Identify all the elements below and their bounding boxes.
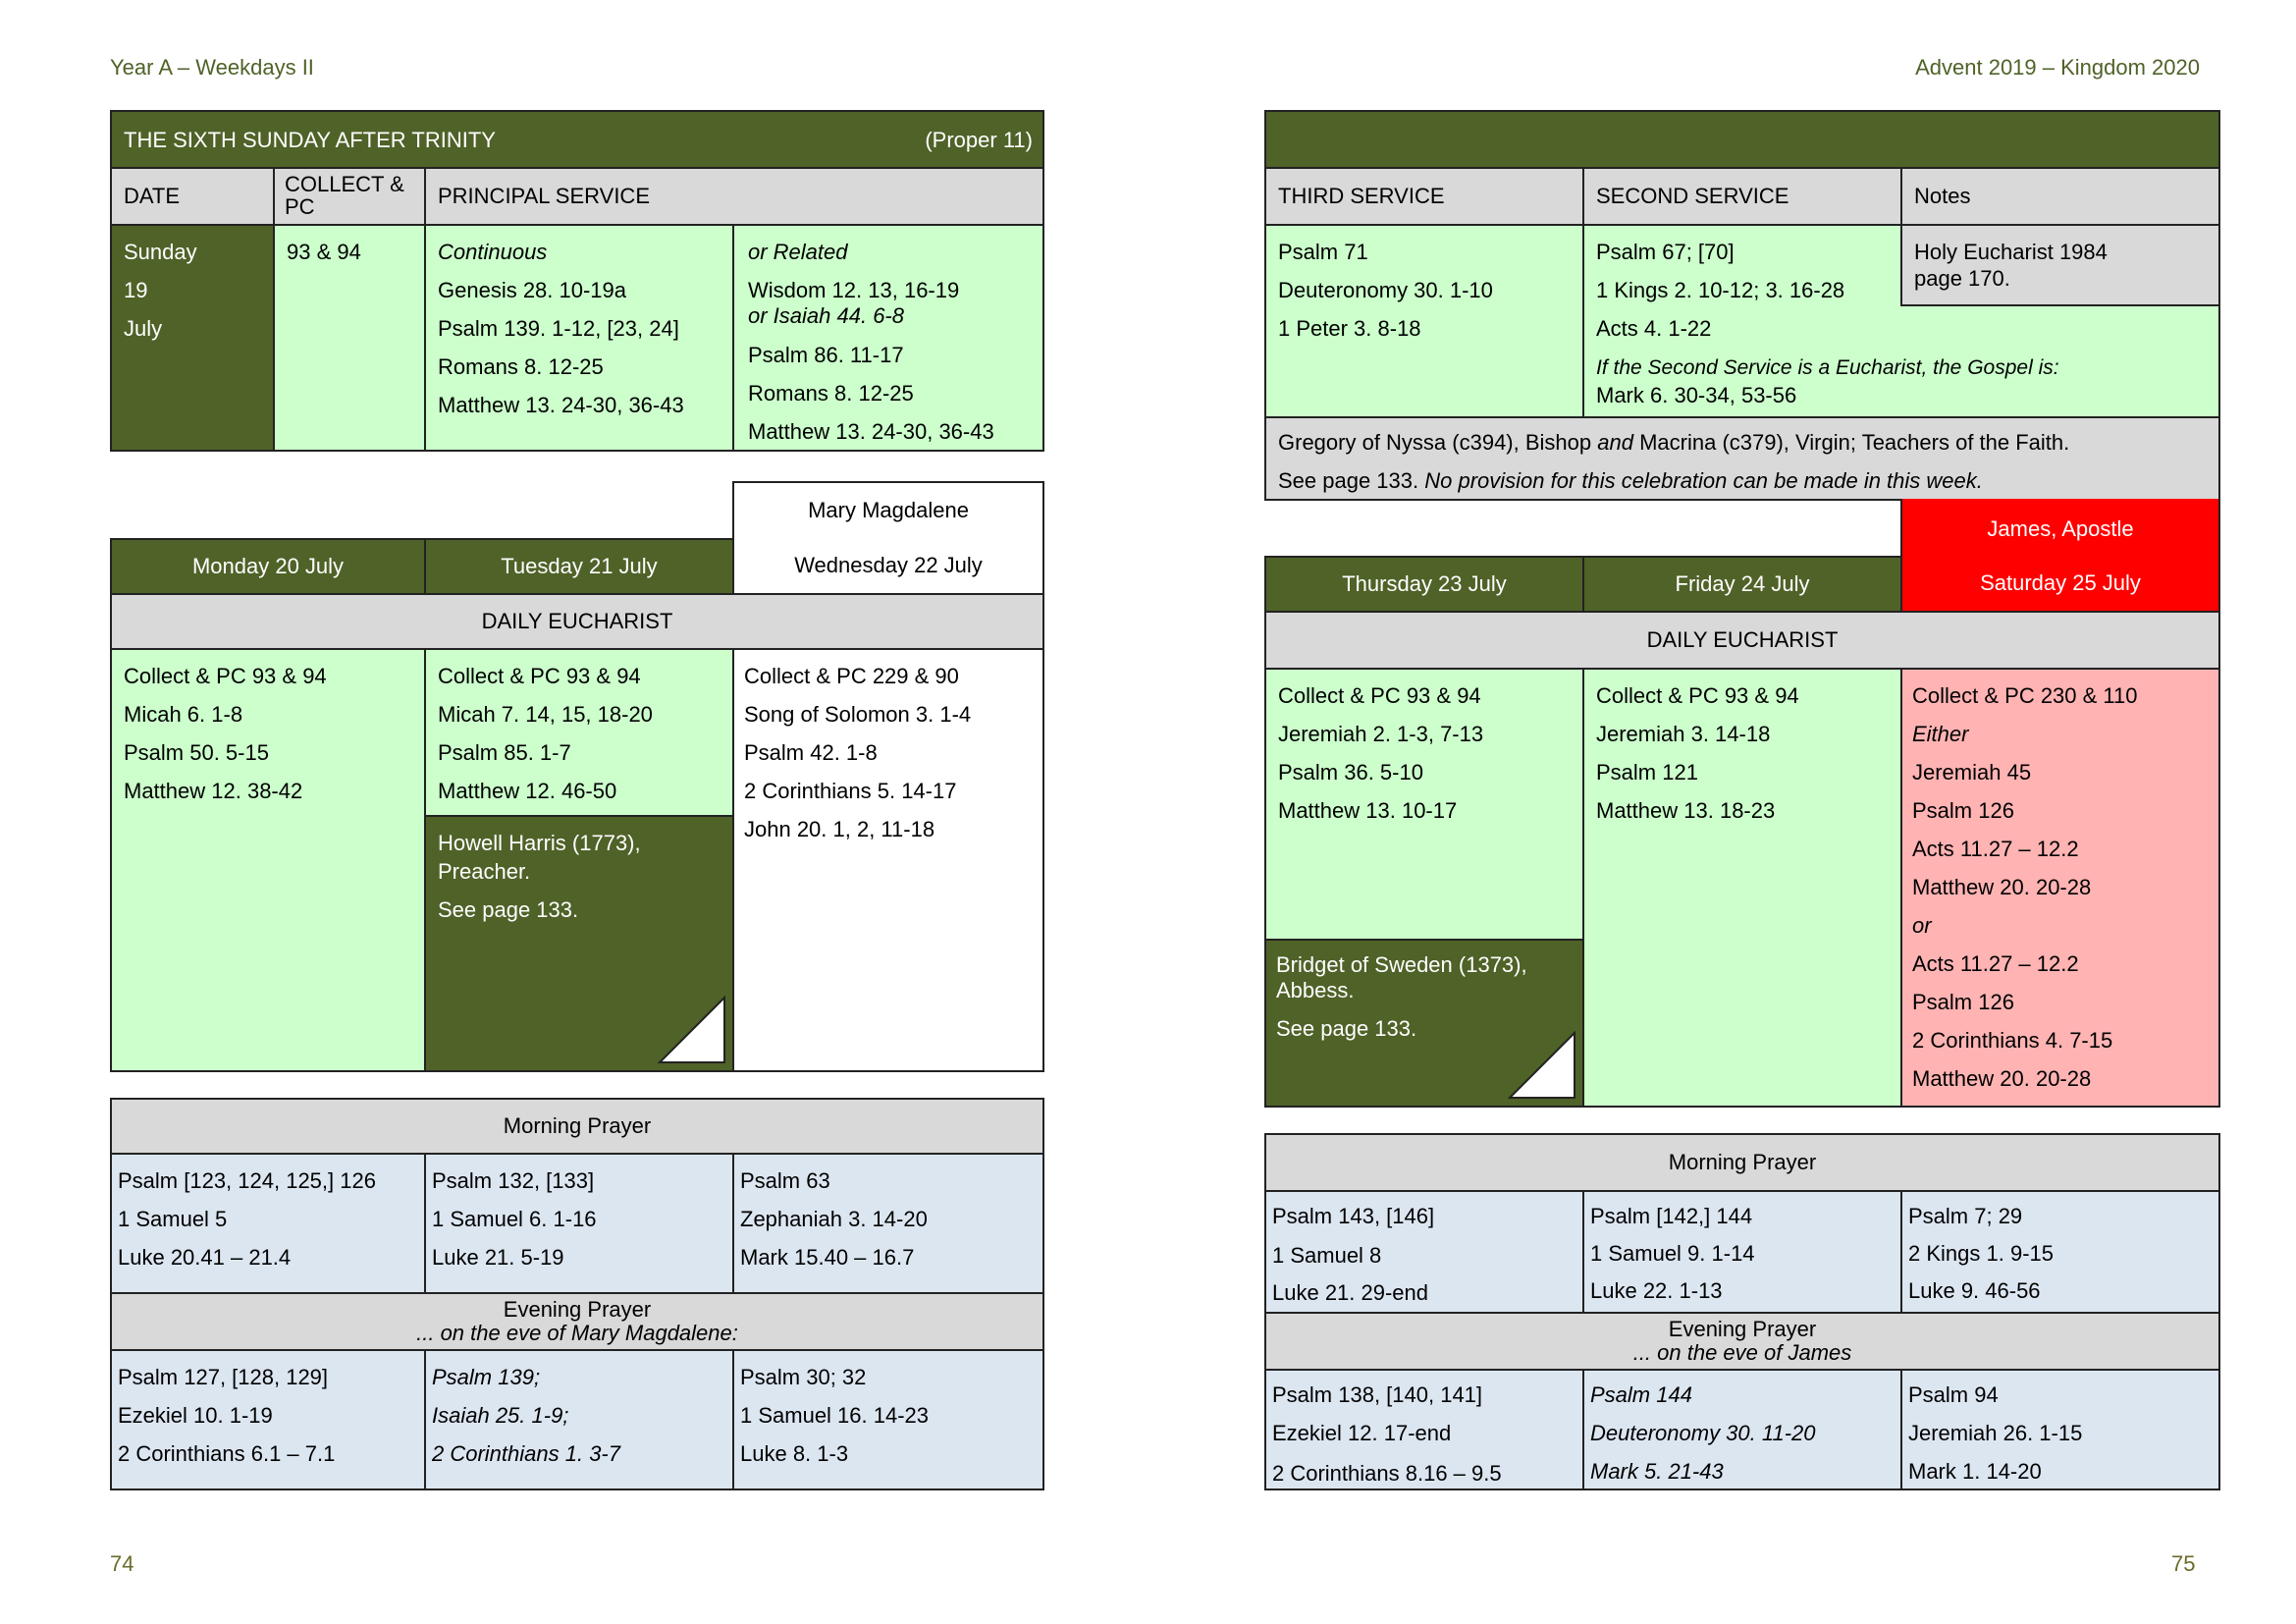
reading: Luke 21. 5-19: [432, 1245, 564, 1270]
reading: 1 Samuel 9. 1-14: [1590, 1241, 1755, 1266]
commemoration-text: Gregory of Nyssa (c394), Bishop: [1278, 430, 1598, 455]
reading: 1 Samuel 16. 14-23: [740, 1403, 930, 1428]
reading: Acts 11.27 – 12.2: [1912, 837, 2079, 861]
morning-prayer-wednesday: [732, 1153, 1044, 1294]
reading: John 20. 1, 2, 11-18: [744, 817, 935, 841]
reading: Jeremiah 45: [1912, 760, 2032, 785]
principal-service-cell: [424, 224, 1044, 452]
reading: Romans 8. 12-25: [438, 354, 604, 379]
col-second-header: SECOND SERVICE: [1582, 167, 1902, 226]
reading: Psalm 63: [740, 1168, 830, 1193]
daily-eucharist-header: DAILY EUCHARIST: [110, 593, 1044, 650]
reading: Collect & PC 230 & 110: [1912, 683, 2138, 708]
reading: 2 Corinthians 1. 3-7: [432, 1441, 620, 1466]
reading: Deuteronomy 30. 11-20: [1590, 1421, 1816, 1445]
reading: Romans 8. 12-25: [748, 381, 914, 406]
morning-prayer-header: Morning Prayer: [1264, 1133, 2220, 1192]
related-heading: or Related: [748, 240, 848, 264]
reading: Matthew 20. 20-28: [1912, 1066, 2092, 1091]
right-title-bar: [1264, 110, 2220, 169]
reading: Psalm 86. 11-17: [748, 343, 904, 367]
reading: Mark 1. 14-20: [1908, 1459, 2042, 1484]
reading: Psalm 121: [1596, 760, 1698, 785]
reading: Genesis 28. 10-19a: [438, 278, 627, 302]
evening-prayer-title: Evening Prayer: [503, 1297, 652, 1322]
commemoration-text: No provision for this celebration can be made in this week.: [1424, 468, 1983, 493]
reading: Micah 6. 1-8: [124, 702, 243, 727]
sunday-title: THE SIXTH SUNDAY AFTER TRINITY: [124, 128, 496, 152]
commemoration-text: Macrina (c379), Virgin; Teachers of the Faith.: [1632, 430, 2070, 455]
day-header-tuesday: Tuesday 21 July: [424, 538, 734, 595]
day-header-saturday: Saturday 25 July: [1900, 556, 2220, 613]
reading: Matthew 20. 20-28: [1912, 875, 2092, 899]
third-service-cell: [1264, 224, 1584, 418]
tuesday-commemoration: [424, 815, 734, 1072]
tuesday-cell: [424, 648, 734, 817]
day-header-thursday: Thursday 23 July: [1264, 556, 1584, 613]
reading: Psalm [123, 124, 125,] 126: [118, 1168, 376, 1193]
reading: Acts 11.27 – 12.2: [1912, 951, 2079, 976]
reading: Luke 22. 1-13: [1590, 1278, 1723, 1303]
reading: Matthew 13. 18-23: [1596, 798, 1776, 823]
reading: Mark 6. 30-34, 53-56: [1596, 383, 1797, 407]
monday-cell: [110, 648, 426, 1072]
col-date-header: DATE: [110, 167, 275, 226]
commemoration-line: [1278, 468, 1983, 493]
reading: Psalm 139. 1-12, [23, 24]: [438, 316, 679, 341]
reading: Jeremiah 2. 1-3, 7-13: [1278, 722, 1484, 746]
reading: Psalm 7; 29: [1908, 1204, 2023, 1228]
reading: Psalm 139;: [432, 1365, 541, 1389]
evening-prayer-header: [1264, 1312, 2220, 1371]
reading: Psalm 50. 5-15: [124, 740, 269, 765]
reading: 1 Samuel 5: [118, 1207, 228, 1231]
reading: Jeremiah 26. 1-15: [1908, 1421, 2083, 1445]
morning-prayer-tuesday: [424, 1153, 734, 1294]
commemoration-text: Bridget of Sweden (1373),: [1276, 952, 1527, 977]
feast-title-saturday: James, Apostle: [1900, 499, 2220, 560]
evening-prayer-monday: [110, 1349, 426, 1490]
evening-prayer-header: [110, 1292, 1044, 1351]
reading: Psalm 127, [128, 129]: [118, 1365, 329, 1389]
morning-prayer-thursday: [1264, 1190, 1584, 1314]
commemoration-text: See page 133.: [1276, 1016, 1417, 1041]
notes-cell: [1900, 224, 2220, 306]
reading: Collect & PC 93 & 94: [438, 664, 641, 688]
morning-prayer-header: Morning Prayer: [110, 1098, 1044, 1155]
reading: Mark 5. 21-43: [1590, 1459, 1724, 1484]
second-service-note: If the Second Service is a Eucharist, the Gospel is:: [1596, 356, 2059, 379]
thursday-cell: [1264, 668, 1584, 941]
date-line: Sunday: [124, 240, 197, 264]
reading: Zephaniah 3. 14-20: [740, 1207, 928, 1231]
reading: 1 Samuel 8: [1272, 1243, 1382, 1268]
saturday-cell: [1900, 668, 2220, 1108]
commemoration-row: [1264, 416, 2220, 501]
evening-prayer-friday: [1582, 1369, 1902, 1490]
morning-prayer-friday: [1582, 1190, 1902, 1314]
reading: Isaiah 25. 1-9;: [432, 1403, 569, 1428]
evening-prayer-saturday: [1900, 1369, 2220, 1490]
reading: Collect & PC 93 & 94: [124, 664, 327, 688]
reading: Psalm 67; [70]: [1596, 240, 1735, 264]
thursday-commemoration: [1264, 939, 1584, 1108]
reading: Matthew 13. 10-17: [1278, 798, 1458, 823]
date-line: July: [124, 316, 163, 341]
reading: Either: [1912, 722, 1969, 746]
reading: Psalm [142,] 144: [1590, 1204, 1753, 1228]
reading: 1 Peter 3. 8-18: [1278, 316, 1421, 341]
running-header-left: Year A – Weekdays II: [110, 55, 314, 80]
column-divider: [732, 225, 734, 451]
day-header-friday: Friday 24 July: [1582, 556, 1902, 613]
reading: Deuteronomy 30. 1-10: [1278, 278, 1493, 302]
sunday-title-bar: [110, 110, 1044, 169]
reading: Luke 8. 1-3: [740, 1441, 849, 1466]
reading: Matthew 12. 46-50: [438, 779, 617, 803]
morning-prayer-saturday: [1900, 1190, 2220, 1314]
date-line: 19: [124, 278, 148, 302]
reading: or: [1912, 913, 1932, 938]
sunday-collect-cell: [273, 224, 426, 452]
continuous-heading: Continuous: [438, 240, 548, 264]
running-header-right: Advent 2019 – Kingdom 2020: [1915, 55, 2200, 80]
morning-prayer-monday: [110, 1153, 426, 1294]
reading: Collect & PC 229 & 90: [744, 664, 959, 688]
reading: Wisdom 12. 13, 16-19: [748, 278, 960, 302]
reading: 1 Samuel 6. 1-16: [432, 1207, 597, 1231]
wednesday-cell: [732, 648, 1044, 1072]
col-third-header: THIRD SERVICE: [1264, 167, 1584, 226]
reading: Luke 21. 29-end: [1272, 1280, 1429, 1305]
reading: Psalm 138, [140, 141]: [1272, 1382, 1483, 1407]
page-number-right: 75: [2171, 1551, 2196, 1576]
reading: Micah 7. 14, 15, 18-20: [438, 702, 653, 727]
day-header-monday: Monday 20 July: [110, 538, 426, 595]
reading: Collect & PC 93 & 94: [1278, 683, 1481, 708]
reading: Psalm 126: [1912, 990, 2014, 1014]
commemoration-text: Abbess.: [1276, 978, 1355, 1002]
commemoration-text: Howell Harris (1773),: [438, 831, 641, 855]
reading: Psalm 42. 1-8: [744, 740, 878, 765]
day-header-wednesday: Wednesday 22 July: [732, 538, 1044, 595]
reading: Psalm 132, [133]: [432, 1168, 595, 1193]
reading: 1 Kings 2. 10-12; 3. 16-28: [1596, 278, 1845, 302]
reading: Collect & PC 93 & 94: [1596, 683, 1799, 708]
reading: or Isaiah 44. 6-8: [748, 303, 904, 328]
evening-prayer-title: Evening Prayer: [1668, 1317, 1817, 1341]
reading: Mark 15.40 – 16.7: [740, 1245, 915, 1270]
notes-text: Holy Eucharist 1984: [1914, 240, 2108, 264]
reading: Luke 20.41 – 21.4: [118, 1245, 292, 1270]
commemoration-text: See page 133.: [438, 897, 579, 922]
reading: Ezekiel 10. 1-19: [118, 1403, 273, 1428]
reading: Psalm 126: [1912, 798, 2014, 823]
reading: 2 Kings 1. 9-15: [1908, 1241, 2054, 1266]
col-notes-header: Notes: [1900, 167, 2220, 226]
col-collect-header: COLLECT & PC: [273, 167, 426, 226]
reading: 2 Corinthians 4. 7-15: [1912, 1028, 2113, 1053]
reading: Psalm 143, [146]: [1272, 1204, 1435, 1228]
commemoration-text: and: [1597, 430, 1633, 455]
evening-prayer-tuesday: [424, 1349, 734, 1490]
reading: Psalm 71: [1278, 240, 1368, 264]
page-corner-fold-icon: [1508, 1031, 1576, 1100]
reading: Song of Solomon 3. 1-4: [744, 702, 972, 727]
reading: Luke 9. 46-56: [1908, 1278, 2041, 1303]
reading: Matthew 12. 38-42: [124, 779, 303, 803]
reading: Psalm 30; 32: [740, 1365, 867, 1389]
reading: 2 Corinthians 5. 14-17: [744, 779, 957, 803]
reading: 2 Corinthians 6.1 – 7.1: [118, 1441, 336, 1466]
friday-cell: [1582, 668, 1902, 1108]
reading: Matthew 13. 24-30, 36-43: [748, 419, 994, 444]
reading: 2 Corinthians 8.16 – 9.5: [1272, 1461, 1502, 1486]
notes-text: page 170.: [1914, 266, 2010, 291]
reading: Ezekiel 12. 17-end: [1272, 1421, 1452, 1445]
daily-eucharist-header: DAILY EUCHARIST: [1264, 611, 2220, 670]
evening-prayer-thursday: [1264, 1369, 1584, 1490]
col-principal-header: PRINCIPAL SERVICE: [424, 167, 1044, 226]
sunday-date-cell: [110, 224, 275, 452]
reading: Matthew 13. 24-30, 36-43: [438, 393, 684, 417]
commemoration-line: [1278, 430, 2069, 455]
reading: Acts 4. 1-22: [1596, 316, 1712, 341]
collect-value: 93 & 94: [287, 240, 361, 264]
commemoration-text: See page 133.: [1278, 468, 1425, 493]
evening-prayer-wednesday: [732, 1349, 1044, 1490]
reading: Psalm 144: [1590, 1382, 1692, 1407]
reading: Jeremiah 3. 14-18: [1596, 722, 1771, 746]
page-number-left: 74: [110, 1551, 134, 1576]
reading: Psalm 36. 5-10: [1278, 760, 1423, 785]
feast-title-wednesday: Mary Magdalene: [732, 481, 1044, 540]
commemoration-text: Preacher.: [438, 859, 531, 884]
proper-label: (Proper 11): [925, 128, 1033, 152]
evening-prayer-note: ... on the eve of James: [1632, 1340, 1852, 1366]
reading: Psalm 85. 1-7: [438, 740, 571, 765]
reading: Psalm 94: [1908, 1382, 1999, 1407]
evening-prayer-note: ... on the eve of Mary Magdalene:: [416, 1321, 738, 1346]
page-corner-fold-icon: [658, 996, 726, 1064]
